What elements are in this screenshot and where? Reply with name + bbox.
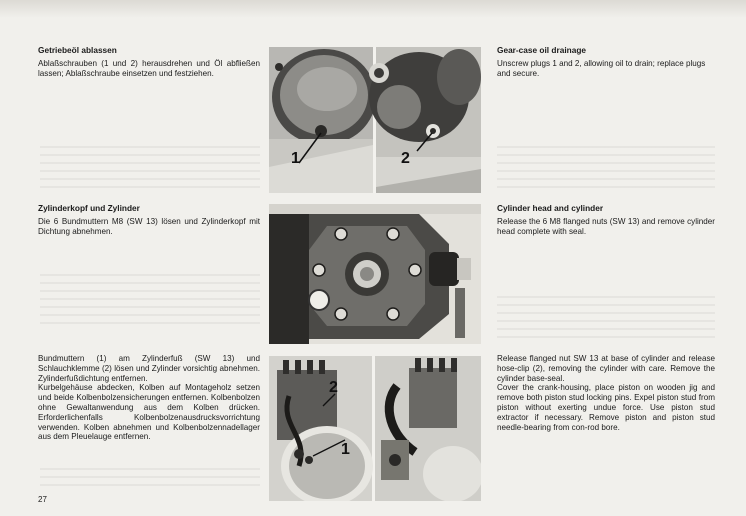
body-cylinder-removal-en-2: Cover the crank-housing, place piston on wooden jig and remove both piston stud locking pins. Expel piston stud from piston without exerting undue force. Use piston stud extractor if necessary. Remove piston and piston stud needle-bearing from con-rod bore.	[497, 383, 715, 432]
heading-cylinder-head-en: Cylinder head and cylinder	[497, 203, 604, 213]
body-oil-drain-de: Ablaßschrauben (1 und 2) herausdrehen und Öl abfließen lassen; Ablaßschraube einsetzen und festziehen.	[38, 58, 260, 78]
body-oil-drain-en: Unscrew plugs 1 and 2, allowing oil to drain; replace plugs and secure.	[497, 58, 706, 78]
photo-cylinder-removal	[269, 356, 481, 501]
page-edge-shadow	[0, 0, 746, 18]
section-oil-drain-en	[497, 46, 715, 78]
body-cylinder-removal-de-1: Bundmuttern (1) am Zylinderfuß (SW 13) und Schlauchklemme (2) lösen und Zylinder vorsichtig abnehmen. Zylinderfußdichtung entfernen.	[38, 354, 260, 383]
section-cylinder-head-de	[38, 204, 260, 236]
body-cylinder-head-en: Release the 6 M8 flanged nuts (SW 13) and remove cylinder head complete with seal.	[497, 216, 715, 236]
photo-label: 2	[401, 150, 410, 167]
heading-cylinder-head-de: Zylinderkopf und Zylinder	[38, 203, 140, 213]
bleed-through-texture	[40, 140, 260, 188]
body-cylinder-head-de: Die 6 Bundmuttern M8 (SW 13) lösen und Zylinderkopf mit Dichtung abnehmen.	[38, 216, 260, 236]
section-cylinder-removal-de	[38, 354, 260, 442]
photo-label: 2	[329, 379, 338, 396]
photo-label: 1	[291, 150, 300, 167]
photo-cylinder-head	[269, 204, 481, 344]
photo-oil-drain	[269, 47, 481, 193]
body-cylinder-removal-en-1: Release flanged nut SW 13 at base of cylinder and release hose-clip (2), removing the cylinder with care. Remove the cylinder base-seal.	[497, 354, 715, 383]
body-cylinder-removal-de-2: Kurbelgehäuse abdecken, Kolben auf Montageholz setzen und beide Kolbenbolzensicherungen entfernen. Kolbenbolzen ohne Gewaltanwendung aus dem Kolben drücken. Erforderlichenfalls Kolbenbolzenausdrucksvorrichtung verwenden. Kolben abnehmen und Kolbenbolzennadellager aus dem Pleuelauge entfernen.	[38, 383, 260, 442]
heading-oil-drain-de: Getriebeöl ablassen	[38, 45, 117, 55]
heading-oil-drain-en: Gear-case oil drainage	[497, 45, 587, 55]
bleed-through-texture	[40, 462, 260, 492]
photo-label: 1	[341, 441, 350, 458]
bleed-through-texture	[497, 290, 715, 338]
page-number: 27	[38, 495, 47, 504]
section-oil-drain-de	[38, 46, 260, 78]
bleed-through-texture	[40, 268, 260, 328]
section-cylinder-head-en	[497, 204, 715, 236]
section-cylinder-removal-en	[497, 354, 715, 432]
bleed-through-texture	[497, 140, 715, 188]
